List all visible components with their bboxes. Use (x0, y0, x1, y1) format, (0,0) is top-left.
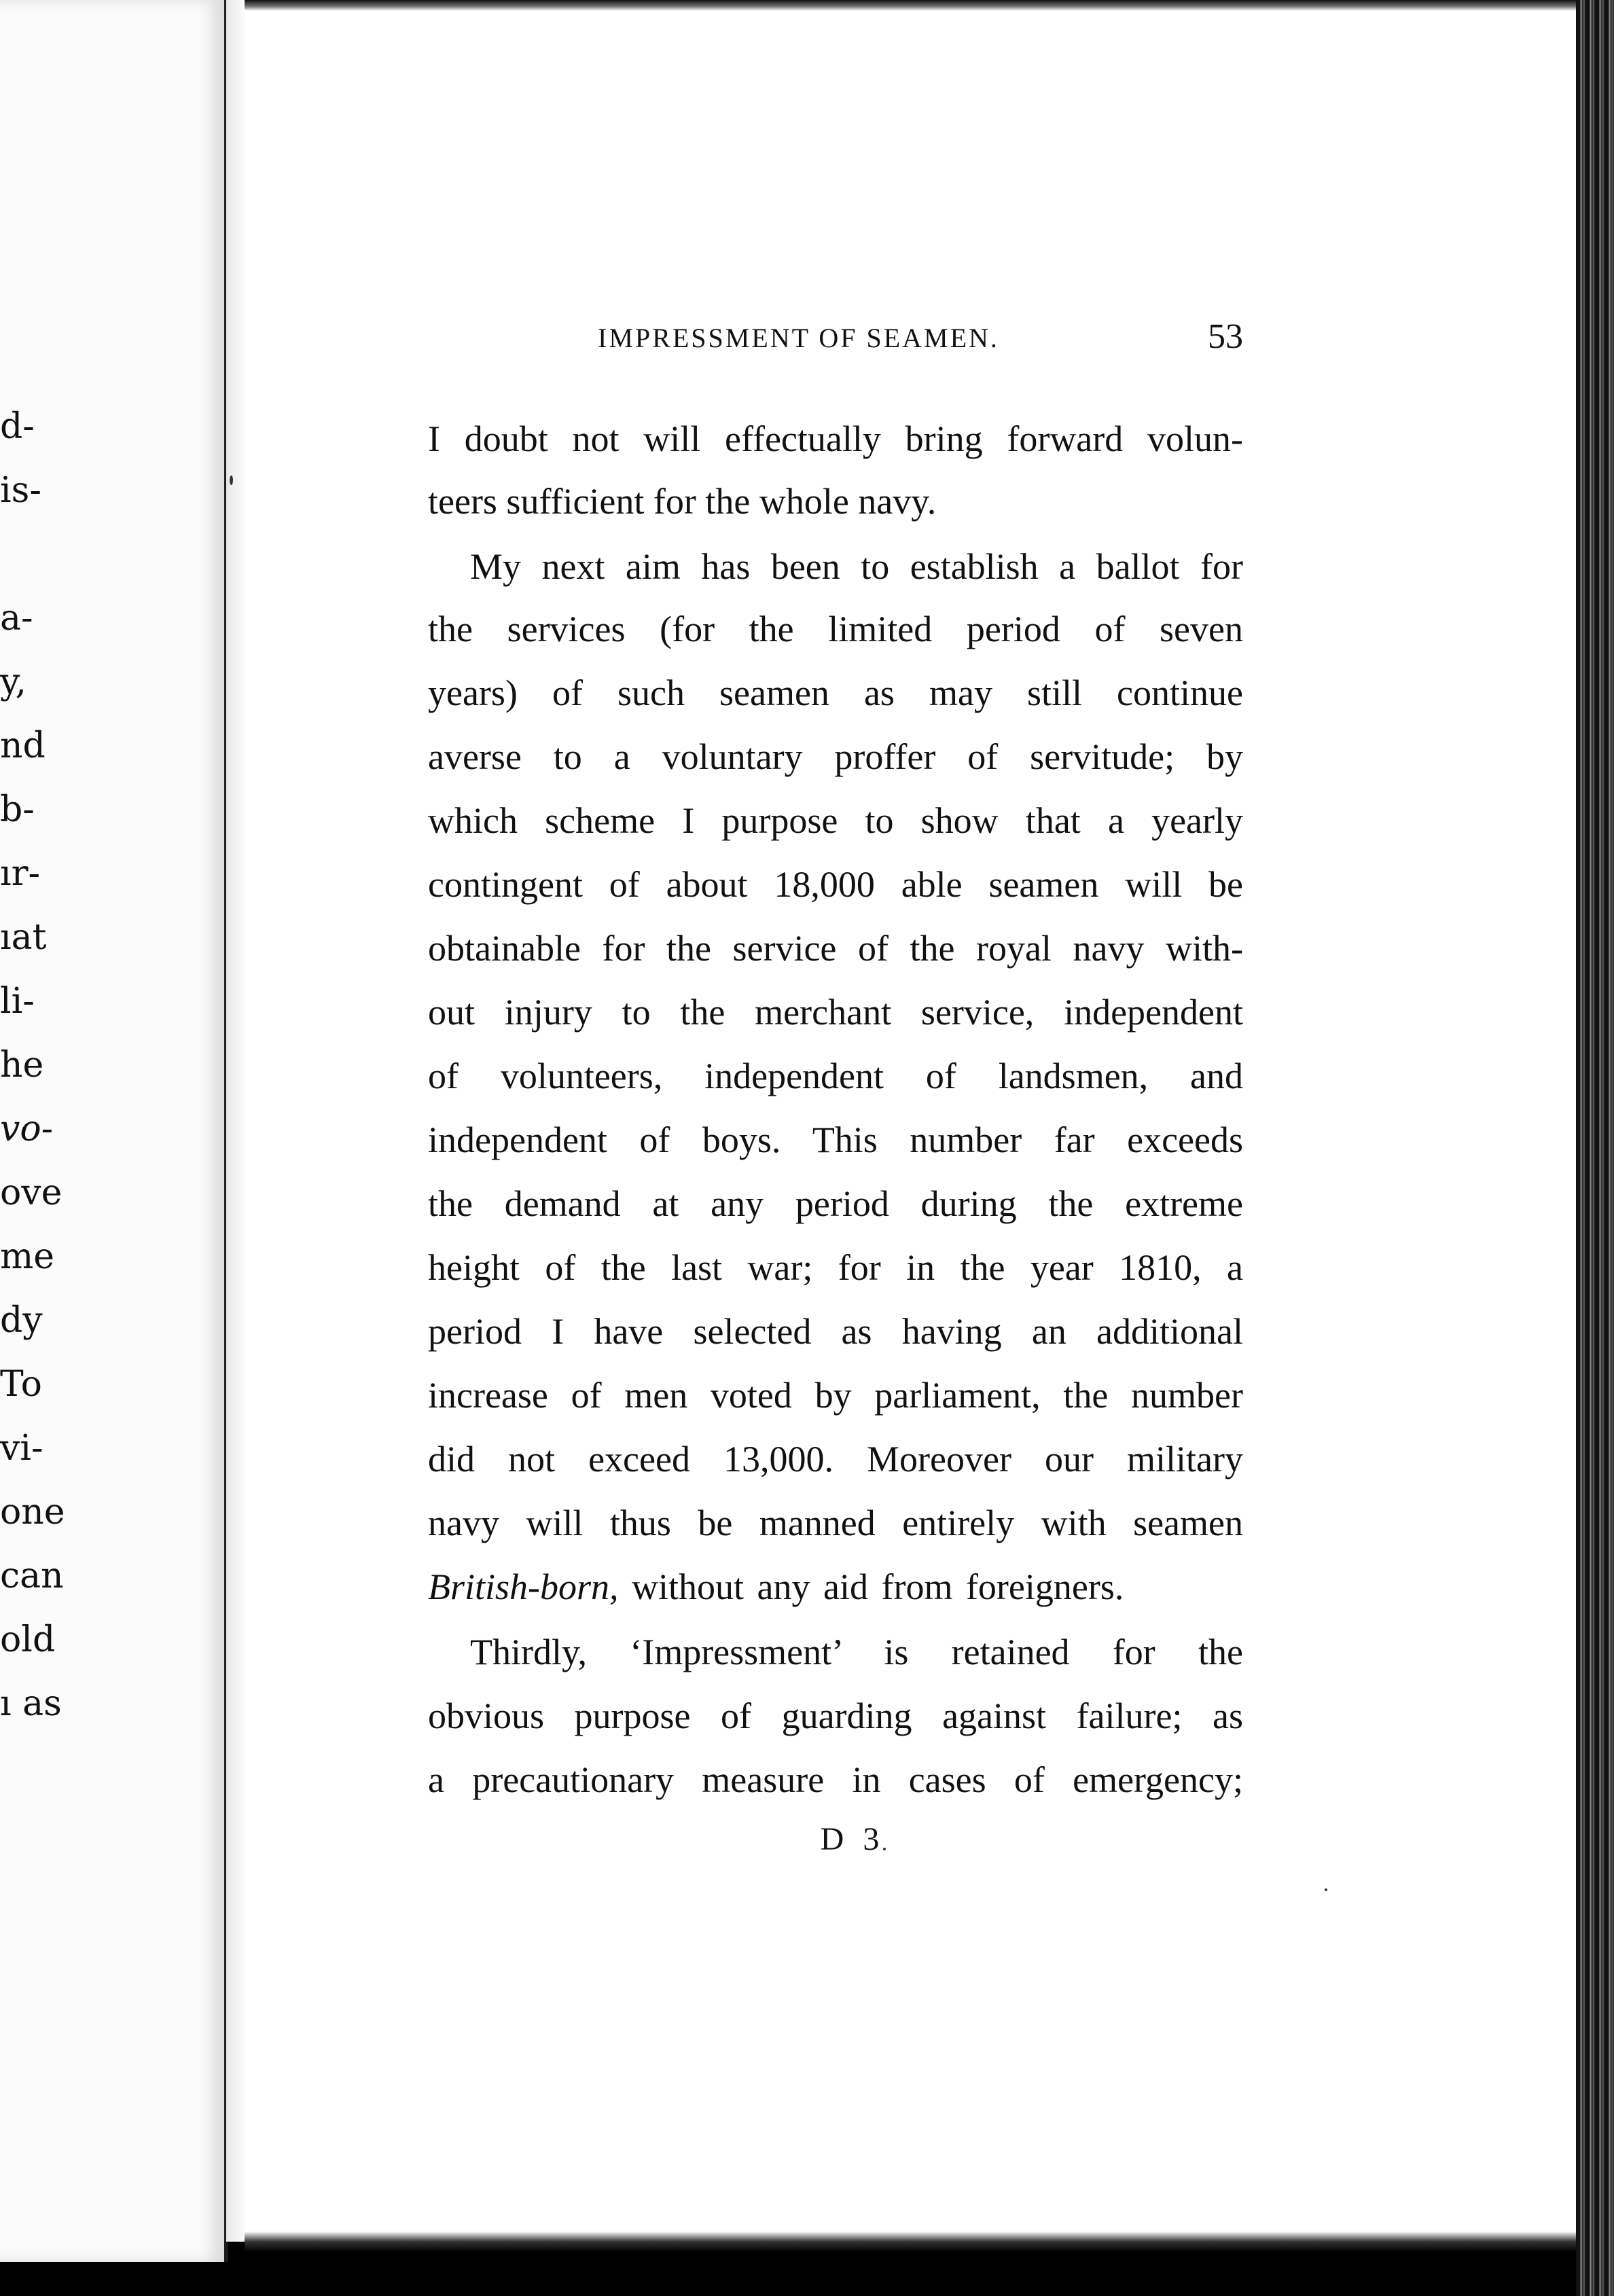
text-line: navy will thus be manned entirely with seamen (428, 1503, 1243, 1543)
left-page (0, 0, 228, 2262)
text-line: height of the last war; for in the year 1810, a (428, 1247, 1243, 1288)
running-head (428, 311, 1243, 359)
left-fragment: ı as (0, 1683, 62, 1724)
text-line-with-italic (428, 1556, 1243, 1618)
text-line: out injury to the merchant service, independent (428, 992, 1243, 1033)
text-line: My next aim has been to establish a ballot for (470, 546, 1243, 587)
left-fragment: nd (0, 725, 46, 766)
left-fragment: can (0, 1556, 64, 1596)
text-line: teers sufficient for the whole navy. (428, 481, 937, 522)
left-fragment: me (0, 1236, 55, 1277)
left-fragment: ove (0, 1172, 62, 1213)
left-fragment: b- (0, 789, 35, 830)
text-line: obvious purpose of guarding against failure; as (428, 1696, 1243, 1736)
left-fragment: is- (0, 470, 41, 511)
text-line: did not exceed 13,000. Moreover our military (428, 1439, 1243, 1479)
text-line: increase of men voted by parliament, the number (428, 1375, 1243, 1416)
text-line: a precautionary measure in cases of emergency; (428, 1759, 1243, 1800)
text-line: the services (for the limited period of seven (428, 609, 1243, 649)
left-fragment: li- (0, 981, 35, 1022)
text-line-remainder: without any aid from foreigners. (632, 1566, 1124, 1607)
page-number: 53 (1208, 317, 1243, 356)
text-line: independent of boys. This number far exceeds (428, 1119, 1243, 1160)
text-line: the demand at any period during the extreme (428, 1183, 1243, 1224)
left-fragment: ıat (0, 917, 47, 958)
text-line: period I have selected as having an additional (428, 1311, 1243, 1352)
left-fragment: vi- (0, 1428, 43, 1469)
text-line: of volunteers, independent of landsmen, and (428, 1056, 1243, 1096)
text-line: I doubt not will effectually bring forward volun- (428, 418, 1243, 459)
text-line: averse to a voluntary proffer of servitude; by (428, 736, 1243, 777)
ink-speck (1325, 1888, 1327, 1891)
italic-phrase: British-born, (428, 1566, 619, 1607)
text-line: Thirdly, ‘Impressment’ is retained for the (470, 1632, 1243, 1672)
left-fragment: ır- (0, 853, 41, 894)
running-title: IMPRESSMENT OF SEAMEN. (598, 323, 999, 353)
page-bottom-edge (245, 2231, 1586, 2252)
signature-mark: D 3 (820, 1821, 885, 1857)
left-fragment: a- (0, 598, 33, 639)
text-line: obtainable for the service of the royal navy with- (428, 928, 1243, 969)
left-fragment: To (0, 1364, 42, 1405)
left-fragment: dy (0, 1300, 43, 1341)
ink-speck (230, 476, 233, 485)
left-fragment: vo- (0, 1109, 54, 1149)
left-fragment: he (0, 1045, 44, 1086)
page-top-edge (245, 0, 1576, 11)
text-line: years) of such seamen as may still continue (428, 672, 1243, 713)
text-line: which scheme I purpose to show that a yearly (428, 800, 1243, 841)
left-fragment: d- (0, 406, 35, 447)
left-fragment: old (0, 1619, 56, 1660)
page-fore-edge (1576, 0, 1614, 2296)
left-fragment: y, (0, 662, 26, 702)
left-fragment: one (0, 1492, 65, 1532)
text-line: contingent of about 18,000 able seamen will be (428, 864, 1243, 905)
